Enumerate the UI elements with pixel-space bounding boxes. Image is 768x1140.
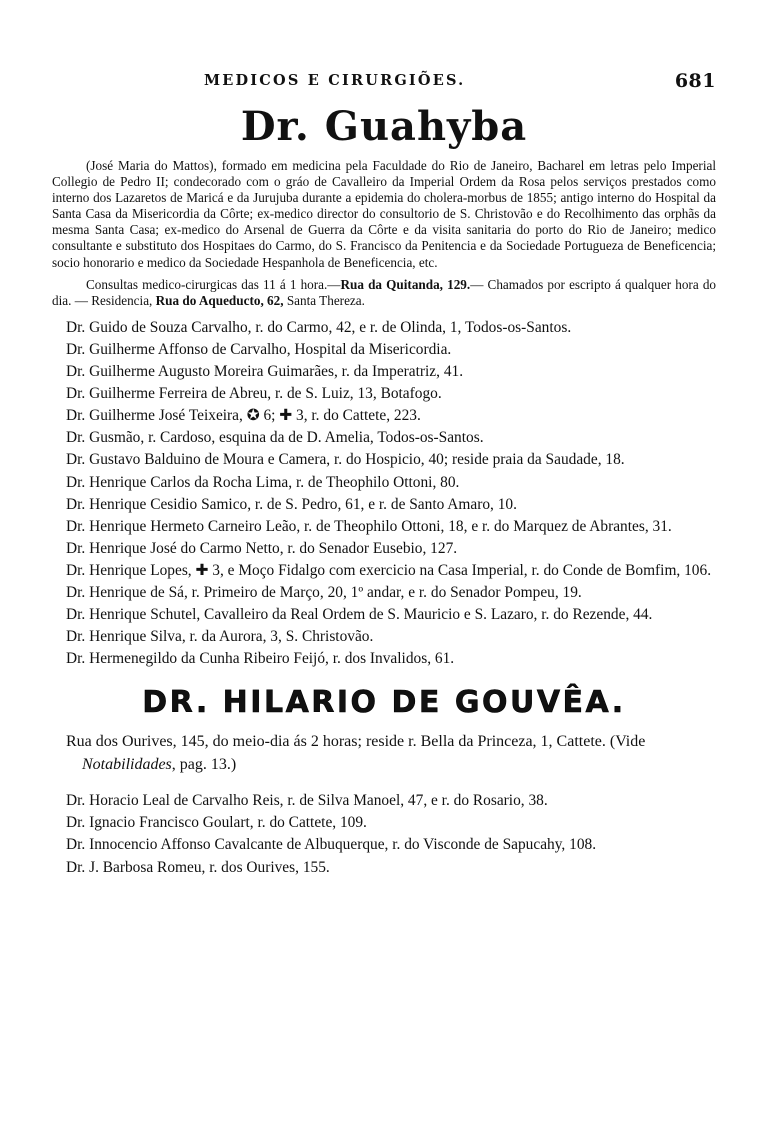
hilario-reference-page: , pag. 13.) <box>171 755 237 773</box>
entry-title-hilario: DR. HILARIO DE GOUVÊA. <box>142 685 626 721</box>
residence-address: Rua do Aqueducto, 62, <box>155 292 284 308</box>
entry-title-guahyba: Dr. Guahyba <box>240 103 528 150</box>
list-item: Dr. Guilherme Ferreira de Abreu, r. de S. Luiz, 13, Botafogo. <box>66 385 442 403</box>
consult-note: — Chamados por escripto á qualquer hora do dia. — Residencia, <box>52 276 717 308</box>
entry-consultation-info <box>52 277 716 309</box>
list-item: Dr. Henrique Silva, r. da Aurora, 3, S. Christovão. <box>66 628 374 646</box>
list-item: Dr. Henrique Lopes, ✚ 3, e Moço Fidalgo com exercicio na Casa Imperial, r. do Conde de Bomfim, 106. <box>66 561 712 579</box>
list-item: Dr. J. Barbosa Romeu, r. dos Ourives, 155. <box>66 858 330 876</box>
list-item: Dr. Henrique Schutel, Cavalleiro da Real Ordem de S. Mauricio e S. Lazaro, r. do Rezende, 44. <box>66 606 653 624</box>
hilario-reference: Notabilidades <box>82 755 172 773</box>
list-item: Dr. Horacio Leal de Carvalho Reis, r. de Silva Manoel, 47, e r. do Rosario, 38. <box>66 792 548 810</box>
biography-text: (José Maria do Mattos), formado em medicina pela Faculdade do Rio de Janeiro, Bacharel em letras pelo Imperial Collegio de Pedro II; condecorado com o gráo de Cavalleiro da Imperial Ordem da Rosa pelos serviços prestados como interno dos Lazaretos de Maricá e da Jurujuba durante a epidemia do cholera-morbus de 1855; antigo interno do Hospital da Santa Casa da Misericordia da Côrte; ex-medico director do consultorio de S. Christovão e do Recolhimento das orphãs da mesma Santa Casa; ex-medico do Arsenal de Guerra da Côrte e da visita sanitaria do porto do Rio de Janeiro; medico consultante e substituto dos Hospitaes do Carmo, do S. Francisco da Penitencia e da Sociedade Portugueza de Beneficencia; socio honorario e medico da Sociedade Hespanhola de Beneficencia, etc. <box>52 158 716 270</box>
list-item: Dr. Guilherme José Teixeira, ✪ 6; ✚ 3, r. do Cattete, 223. <box>66 407 421 425</box>
list-item: Dr. Gustavo Balduino de Moura e Camera, r. do Hospicio, 40; reside praia da Saudade, 18. <box>66 451 625 469</box>
list-item: Dr. Guilherme Augusto Moreira Guimarães, r. da Imperatriz, 41. <box>66 363 464 381</box>
doctor-list-tail <box>52 790 716 877</box>
consult-hours: Consultas medico-cirurgicas das 11 á 1 hora.— <box>86 276 341 292</box>
doctor-list <box>52 317 716 670</box>
list-item: Dr. Guilherme Affonso de Carvalho, Hospital da Misericordia. <box>66 340 452 358</box>
consult-address: Rua da Quitanda, 129. <box>340 276 471 292</box>
list-item: Dr. Innocencio Affonso Cavalcante de Albuquerque, r. do Visconde de Sapucahy, 108. <box>66 836 597 854</box>
list-item: Dr. Ignacio Francisco Goulart, r. do Cattete, 109. <box>66 814 367 832</box>
list-item: Dr. Henrique Hermeto Carneiro Leão, r. de Theophilo Ottoni, 18, e r. do Marquez de Abrantes, 31. <box>66 517 672 535</box>
running-head: MEDICOS E CIRURGIÕES. <box>204 72 466 89</box>
list-item: Dr. Henrique de Sá, r. Primeiro de Março, 20, 1º andar, e r. do Senador Pompeu, 19. <box>66 583 582 601</box>
list-item: Dr. Henrique Carlos da Rocha Lima, r. de Theophilo Ottoni, 80. <box>66 473 460 491</box>
list-item: Dr. Henrique José do Carmo Netto, r. do Senador Eusebio, 127. <box>66 539 458 557</box>
hilario-line: Rua dos Ourives, 145, do meio-dia ás 2 horas; reside r. Bella da Princeza, 1, Cattete. (Vide <box>66 732 646 750</box>
entry-hilario-details <box>52 731 716 776</box>
list-item: Dr. Guido de Souza Carvalho, r. do Carmo, 42, e r. de Olinda, 1, Todos-os-Santos. <box>66 318 572 336</box>
entry-biography <box>52 158 716 271</box>
page-number: 681 <box>674 70 716 92</box>
list-item: Dr. Henrique Cesidio Samico, r. de S. Pedro, 61, e r. de Santo Amaro, 10. <box>66 495 517 513</box>
list-item: Dr. Gusmão, r. Cardoso, esquina da de D. Amelia, Todos-os-Santos. <box>66 429 484 447</box>
page-header <box>52 72 716 98</box>
list-item: Dr. Hermenegildo da Cunha Ribeiro Feijó, r. dos Invalidos, 61. <box>66 650 455 668</box>
residence-district: Santa Thereza. <box>283 292 365 308</box>
